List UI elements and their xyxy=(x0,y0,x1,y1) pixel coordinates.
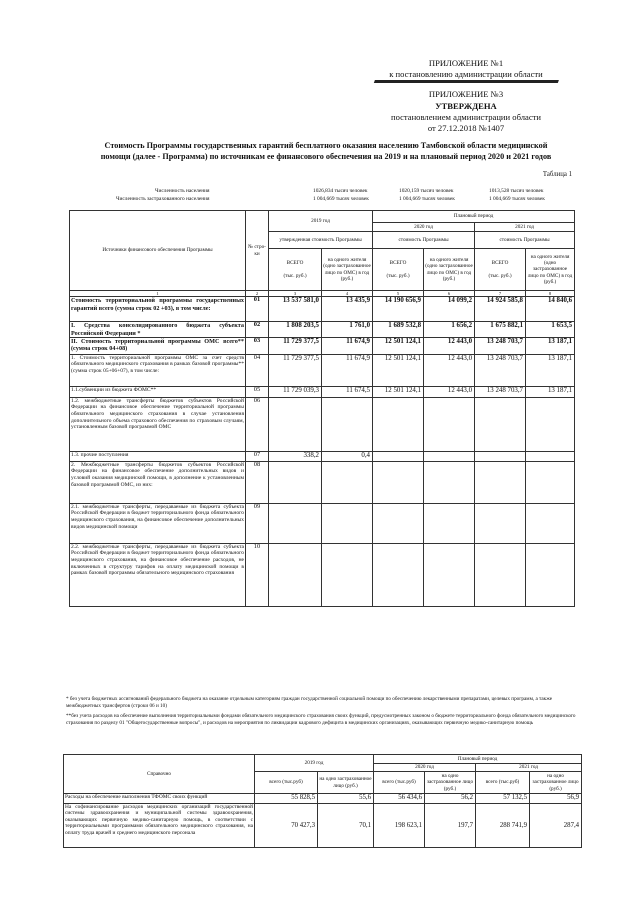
ref-col-total: всего (тыс.руб) xyxy=(255,772,318,794)
total-2020 xyxy=(373,503,424,543)
total-2019: 338,2 xyxy=(269,451,322,461)
ref-per-insured-2021: 287,4 xyxy=(530,804,582,848)
total-2021 xyxy=(475,543,526,606)
reference-table xyxy=(63,754,582,848)
table-row xyxy=(64,794,582,804)
per-capita-2021: 1 653,5 xyxy=(526,322,575,337)
total-2019: 1 808 203,5 xyxy=(269,322,322,337)
ref-row-label: Расходы на обеспечение выполнения ТФОМС своих функций xyxy=(64,794,255,804)
ref-col-per-insured: на одно застрахованное лицо (руб.) xyxy=(425,772,476,794)
col-total-2020: ВСЕГО (тыс. руб.) xyxy=(373,249,424,291)
total-2021 xyxy=(475,503,526,543)
per-capita-2019: 1 761,0 xyxy=(322,322,373,337)
total-2020 xyxy=(373,451,424,461)
per-capita-2019 xyxy=(322,503,373,543)
row-number: 04 xyxy=(246,354,269,386)
per-capita-2020 xyxy=(424,503,475,543)
total-2019 xyxy=(269,397,322,451)
ref-per-insured-2021: 56,9 xyxy=(530,794,582,804)
per-capita-2020 xyxy=(424,451,475,461)
population-label: Численность населения xyxy=(155,188,210,194)
row-number: 08 xyxy=(246,461,269,503)
ref-col-2021: 2021 год xyxy=(476,764,582,772)
row-number: 06 xyxy=(246,397,269,451)
col-row-number: № стро-ки xyxy=(246,211,269,291)
per-capita-2021: 14 840,6 xyxy=(526,297,575,322)
total-2020: 12 501 124,1 xyxy=(373,354,424,386)
col-2020: 2020 год xyxy=(373,223,475,232)
total-2021: 13 248 703,7 xyxy=(475,337,526,354)
row-label: 2.2. межбюджетные трансферты, передаваемые из бюджета субъекта Российской Федерации в бюджет территориального фонда обязательного медицинского страхования, на финансовое обеспечение расходов, не включенных в структуру тарифов на оплату медицинской помощи в рамках базовой программы обязательного медицинского страхования xyxy=(70,543,246,606)
resolution-date: от 27.12.2018 №1407 xyxy=(427,123,505,134)
per-capita-2021: 13 187,1 xyxy=(526,386,575,397)
appendix-1: ПРИЛОЖЕНИЕ №1 xyxy=(428,58,504,68)
total-2021: 1 675 882,1 xyxy=(475,322,526,337)
per-capita-2019 xyxy=(322,461,373,503)
row-label: 1.1.субвенции из бюджета ФОМС** xyxy=(70,386,246,397)
total-2019 xyxy=(269,461,322,503)
col-total-2021: ВСЕГО (тыс. руб.) xyxy=(475,249,526,291)
ref-per-insured-2020: 56,2 xyxy=(425,794,476,804)
ref-col-plan: Плановый период xyxy=(374,755,582,764)
ref-total-2020: 56 434,6 xyxy=(374,794,425,804)
row-number: 05 xyxy=(246,386,269,397)
col-source: Источники финансового обеспечения Программы xyxy=(70,211,246,291)
table-row xyxy=(70,297,575,322)
col-cost-2021: стоимость Программы xyxy=(475,232,575,249)
per-capita-2021 xyxy=(526,503,575,543)
appendix-3: ПРИЛОЖЕНИЕ №3 xyxy=(428,89,504,100)
total-2021 xyxy=(475,451,526,461)
total-2020: 12 501 124,1 xyxy=(373,337,424,354)
ref-col-total: всего (тыс.руб) xyxy=(374,772,425,794)
handwritten-stamp xyxy=(366,80,566,89)
table-row xyxy=(70,397,575,451)
per-capita-2019: 0,4 xyxy=(322,451,373,461)
row-label: Стоимость территориальной программы государственных гарантий всего (сумма строк 02 +03), в том числе: xyxy=(70,297,246,322)
total-2021 xyxy=(475,397,526,451)
per-capita-2020: 12 443,0 xyxy=(424,354,475,386)
per-capita-2021 xyxy=(526,543,575,606)
total-2019: 11 729 377,5 xyxy=(269,337,322,354)
program-cost-table xyxy=(69,210,575,607)
total-2020: 1 689 532,8 xyxy=(373,322,424,337)
per-capita-2020: 12 443,0 xyxy=(424,386,475,397)
per-capita-2021: 13 187,1 xyxy=(526,354,575,386)
col-per-capita-2019: на одного жителя (одно застрахованное лицо по ОМС) в год (руб.) xyxy=(322,249,373,291)
col-approved-cost: утвержденная стоимость Программы xyxy=(269,232,373,249)
ref-col-2020: 2020 год xyxy=(374,764,476,772)
per-capita-2020: 14 099,2 xyxy=(424,297,475,322)
footnote-1: * без учета бюджетных ассигнований федерального бюджета на оказание отдельным категориям граждан государственной социальной помощи по обеспечению лекарственными препаратами, целевых программ, а также межбюджетных трансфертов (строки 06 и 10) xyxy=(66,696,553,709)
ref-col-2019: 2019 год xyxy=(255,755,374,772)
per-capita-2020 xyxy=(424,397,475,451)
population-2019: 1026,834 тысяч человек xyxy=(313,188,368,194)
ref-col-per-insured: на одно застрахованное лицо (руб.) xyxy=(530,772,582,794)
col-index: 1 xyxy=(70,291,246,297)
row-label: 1.2. межбюджетные трансферты бюджетов субъектов Российской Федерации на финансовое обеспечение территориальной программы обязательного медицинского страхования в случае установления дополнительного объема страхового обеспечения по страховым случаям, установленным базовой программой ОМС xyxy=(70,397,246,451)
row-label: 2.1. межбюджетные трансферты, передаваемые из бюджета субъекта Российской Федерации в бюджет территориального фонда обязательного медицинского страхования, на финансовое обеспечение дополнительных видов медицинской помощи xyxy=(70,503,246,543)
ref-col-label: Справочно xyxy=(64,755,255,794)
total-2020 xyxy=(373,461,424,503)
ref-col-total: всего (тыс.руб) xyxy=(476,772,530,794)
total-2021: 13 248 703,7 xyxy=(475,386,526,397)
ref-total-2021: 57 132,5 xyxy=(476,794,530,804)
insured-population-label: Численность застрахованного населения xyxy=(116,196,210,202)
per-capita-2019 xyxy=(322,397,373,451)
table-row xyxy=(70,543,575,606)
col-index: 2 xyxy=(246,291,269,297)
total-2020 xyxy=(373,397,424,451)
ref-total-2020: 198 623,1 xyxy=(374,804,425,848)
total-2019: 11 729 039,3 xyxy=(269,386,322,397)
ref-per-insured-2020: 197,7 xyxy=(425,804,476,848)
per-capita-2021 xyxy=(526,397,575,451)
ref-total-2019: 55 828,5 xyxy=(255,794,318,804)
per-capita-2021: 13 187,1 xyxy=(526,337,575,354)
per-capita-2019 xyxy=(322,543,373,606)
insured-2019: 1 004,669 тысяч человек xyxy=(313,196,369,202)
ref-total-2019: 70 427,3 xyxy=(255,804,318,848)
per-capita-2019: 11 674,5 xyxy=(322,386,373,397)
total-2021: 14 924 585,8 xyxy=(475,297,526,322)
population-2020: 1020,159 тысяч человек xyxy=(399,188,454,194)
per-capita-2020: 1 656,2 xyxy=(424,322,475,337)
approved-label: УТВЕРЖДЕНА xyxy=(435,100,497,111)
ref-per-insured-2019: 70,1 xyxy=(318,804,374,848)
col-plan-period: Плановый период xyxy=(373,211,575,223)
per-capita-2020 xyxy=(424,543,475,606)
col-index: 5 xyxy=(373,291,424,297)
row-label: 2. Межбюджетные трансферты бюджетов субъектов Российской Федерации на финансовое обеспечение дополнительных видов и условий оказания медицинской помощи, в дополнение к установленным базовой программой ОМС, из них: xyxy=(70,461,246,503)
total-2019: 13 537 581,0 xyxy=(269,297,322,322)
per-capita-2021 xyxy=(526,451,575,461)
table-row xyxy=(70,322,575,337)
row-label: 1.3. прочие поступления xyxy=(70,451,246,461)
document-title: Стоимость Программы государственных гарантий бесплатного оказания населению Тамбовской области медицинской помощи (далее - Программа) по источникам ее финансового обеспечения на 2019 и на плановый период 2020 и 2021 годов xyxy=(100,141,552,161)
table-label: Таблица 1 xyxy=(542,171,572,178)
total-2020 xyxy=(373,543,424,606)
per-capita-2021 xyxy=(526,461,575,503)
col-2021: 2021 год xyxy=(475,223,575,232)
table-row xyxy=(70,451,575,461)
table-row xyxy=(70,337,575,354)
col-index: 7 xyxy=(475,291,526,297)
row-number: 09 xyxy=(246,503,269,543)
col-index: 4 xyxy=(322,291,373,297)
ref-col-per-insured: на одно застрахованное лицо (руб.) xyxy=(318,772,374,794)
col-2019: 2019 год xyxy=(269,211,373,232)
table-row xyxy=(64,804,582,848)
insured-2021: 1 004,669 тысяч человек xyxy=(489,196,545,202)
total-2019 xyxy=(269,503,322,543)
row-number: 01 xyxy=(246,297,269,322)
approved-by: постановлением администрации области xyxy=(390,111,542,122)
col-per-capita-2021: на одного жителя (одно застрахованное лицо по ОМС) в год (руб.) xyxy=(526,249,575,291)
row-number: 02 xyxy=(246,322,269,337)
table-row xyxy=(70,386,575,397)
col-index: 3 xyxy=(269,291,322,297)
table-row xyxy=(70,503,575,543)
per-capita-2019: 11 674,9 xyxy=(322,354,373,386)
total-2021: 13 248 703,7 xyxy=(475,354,526,386)
ref-total-2021: 288 741,9 xyxy=(476,804,530,848)
ref-row-label: На софинансирование расходов медицинских организаций государственной системы здравоохранения и муниципальной системы здравоохранения, оказывающих первичную медико-санитарную помощь, в соответствии с территориальными программами обязательного медицинского страхования, на оплату труда врачей и среднего медицинского персонала xyxy=(64,804,255,848)
approval-header xyxy=(366,58,566,134)
col-cost-2020: стоимость Программы xyxy=(373,232,475,249)
row-number: 03 xyxy=(246,337,269,354)
per-capita-2019: 11 674,9 xyxy=(322,337,373,354)
insured-2020: 1 004,669 тысяч человек xyxy=(399,196,455,202)
row-label: II. Стоимость территориальной программы ОМС всего** (сумма строк 04+08) xyxy=(70,337,246,354)
per-capita-2019: 13 435,9 xyxy=(322,297,373,322)
table-row xyxy=(70,461,575,503)
col-per-capita-2020: на одного жителя (одно застрахованное лицо по ОМС) в год (руб.) xyxy=(424,249,475,291)
footnote-2: **без учета расходов на обеспечение выполнения территориальными фондами обязательного медицинского страхования своих функций, предусмотренных законом о бюджете территориального фонда обязательного медицинского страхования по разделу 01 "Общегосударственные вопросы", и расходов на мероприятия по ликвидации кадрового дефицита в медицинских организациях, оказывающих первичную медико-санитарную помощь xyxy=(66,713,576,726)
row-label: 1. Стоимость территориальной программы ОМС за счет средств обязательного медицинского страхования в рамках базовой программы** (сумма строк 05+06+07), в том числе: xyxy=(70,354,246,386)
resolution-ref: к постановлению администрации области xyxy=(389,69,543,80)
row-label: I. Средства консолидированного бюджета субъекта Российской Федерации * xyxy=(71,322,244,337)
total-2021 xyxy=(475,461,526,503)
per-capita-2020 xyxy=(424,461,475,503)
total-2020: 14 190 656,9 xyxy=(373,297,424,322)
row-number: 07 xyxy=(246,451,269,461)
population-2021: 1013,528 тысяч человек xyxy=(489,188,544,194)
row-number: 10 xyxy=(246,543,269,606)
total-2019: 11 729 377,5 xyxy=(269,354,322,386)
table-row xyxy=(70,354,575,386)
ref-per-insured-2019: 55,6 xyxy=(318,794,374,804)
total-2019 xyxy=(269,543,322,606)
per-capita-2020: 12 443,0 xyxy=(424,337,475,354)
total-2020: 12 501 124,1 xyxy=(373,386,424,397)
col-index: 8 xyxy=(526,291,575,297)
col-index: 6 xyxy=(424,291,475,297)
col-total-2019: ВСЕГО (тыс. руб.) xyxy=(269,249,322,291)
